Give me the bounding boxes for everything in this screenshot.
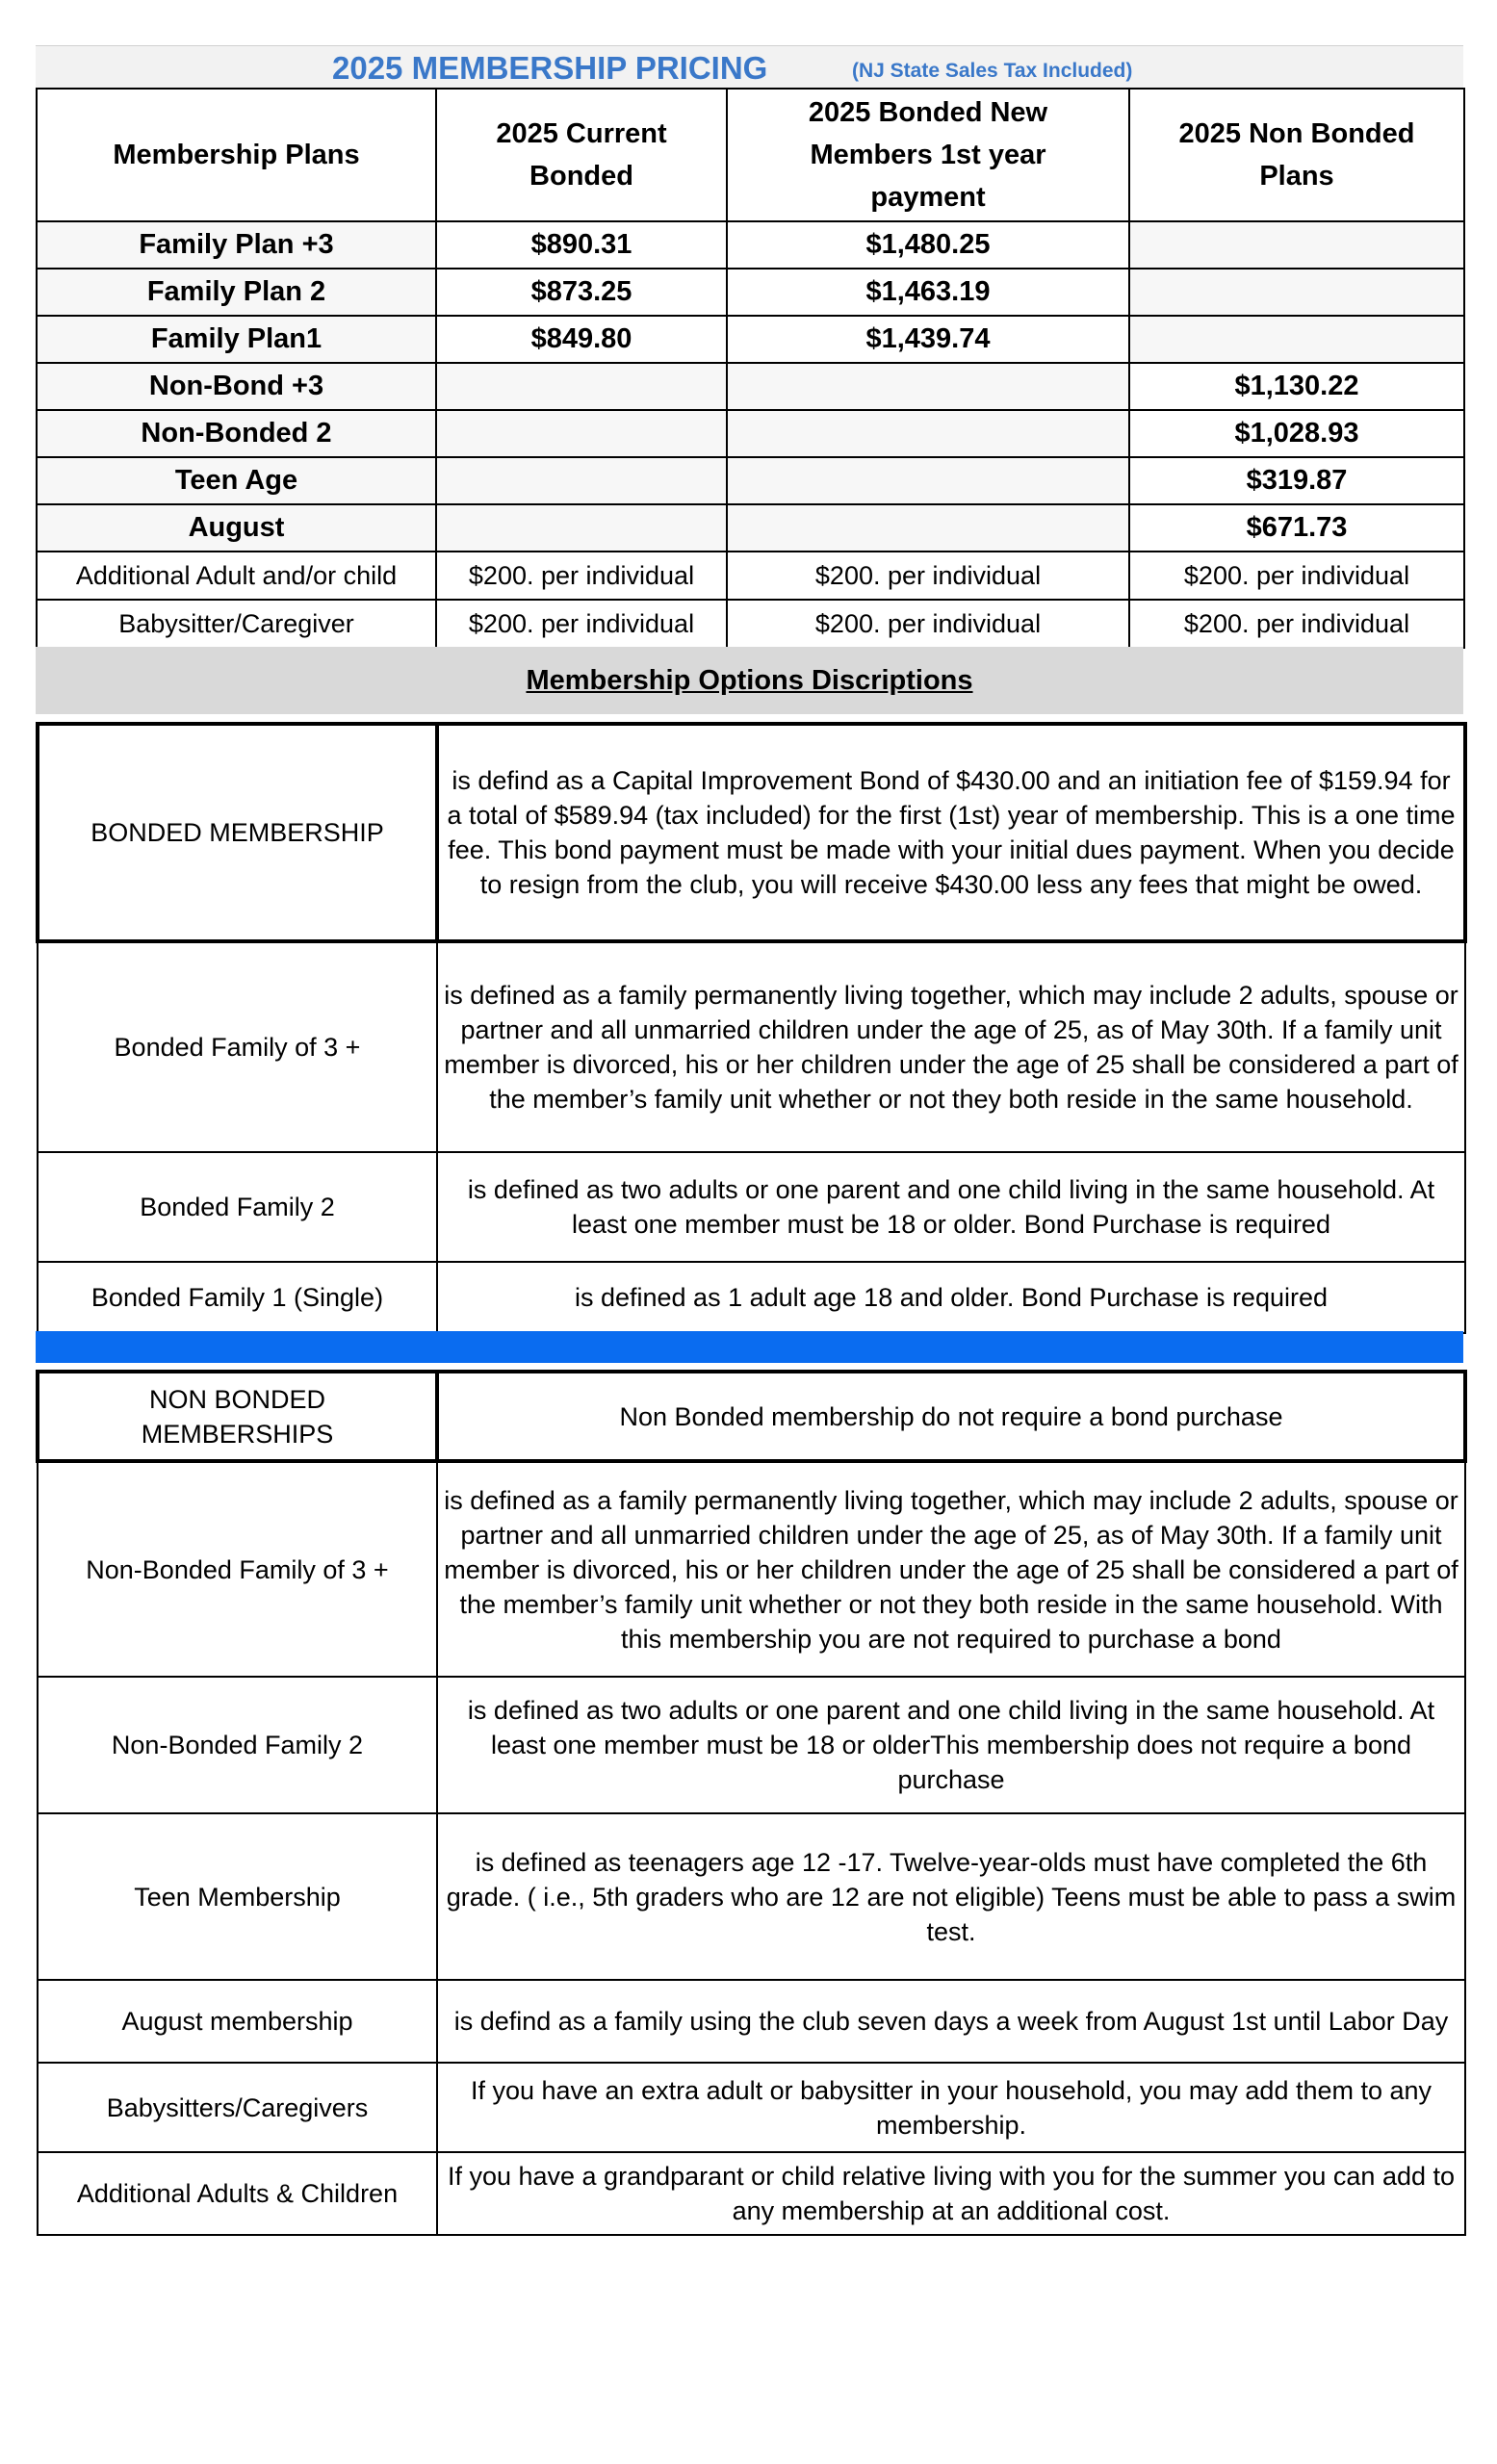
option-row	[38, 1152, 1465, 1262]
not-applicable-cell	[727, 457, 1129, 504]
price-non-bonded: $200. per individual	[1129, 552, 1464, 600]
title-bar	[36, 45, 1463, 89]
option-description: is defined as two adults or one parent and one child living in the same household. At least one member must be 18 or olderThis membership does not require a bond purchase	[437, 1677, 1465, 1813]
option-label: Additional Adults & Children	[38, 2152, 437, 2235]
table-row	[37, 221, 1464, 269]
price-current-bonded: $200. per individual	[436, 600, 727, 648]
non-bonded-options-table	[36, 1370, 1467, 2236]
option-label: Babysitters/Caregivers	[38, 2063, 437, 2152]
not-applicable-cell	[727, 410, 1129, 457]
plan-name: August	[37, 504, 436, 552]
column-header-plans: Membership Plans	[37, 89, 436, 221]
pricing-header-row	[37, 89, 1464, 221]
option-description: is defind as a family using the club seven days a week from August 1st until Labor Day	[437, 1980, 1465, 2063]
option-label-text: NON BONDED MEMBERSHIPS	[141, 1384, 334, 1449]
plan-name: Non-Bonded 2	[37, 410, 436, 457]
price-non-bonded: $1,130.22	[1129, 363, 1464, 410]
option-label: Bonded Family 1 (Single)	[38, 1262, 437, 1333]
price-bonded-new: $200. per individual	[727, 600, 1129, 648]
option-row	[38, 1677, 1465, 1813]
option-row	[38, 1262, 1465, 1333]
price-bonded-new: $1,480.25	[727, 221, 1129, 269]
column-header-current-bonded-text: 2025 Current Bonded	[496, 118, 667, 192]
option-row	[38, 2152, 1465, 2235]
not-applicable-cell	[1129, 316, 1464, 363]
option-row	[38, 2063, 1465, 2152]
table-row	[37, 504, 1464, 552]
option-label	[38, 1372, 437, 1461]
page-title: 2025 MEMBERSHIP PRICING	[332, 50, 768, 86]
option-label: Non-Bonded Family 2	[38, 1677, 437, 1813]
price-bonded-new: $200. per individual	[727, 552, 1129, 600]
plan-name: Babysitter/Caregiver	[37, 600, 436, 648]
option-description: is defined as 1 adult age 18 and older. Bond Purchase is required	[437, 1262, 1465, 1333]
not-applicable-cell	[727, 504, 1129, 552]
option-row	[38, 1813, 1465, 1980]
not-applicable-cell	[436, 457, 727, 504]
option-description: If you have an extra adult or babysitter in your household, you may add them to any membership.	[437, 2063, 1465, 2152]
option-label: August membership	[38, 1980, 437, 2063]
option-description: is defined as two adults or one parent and one child living in the same household. At least one member must be 18 or older. Bond Purchase is required	[437, 1152, 1465, 1262]
not-applicable-cell	[727, 363, 1129, 410]
column-header-bonded-new-text: 2025 Bonded New Members 1st year payment	[808, 97, 1048, 213]
plan-name: Non-Bond +3	[37, 363, 436, 410]
option-description: is defined as teenagers age 12 -17. Twelve-year-olds must have completed the 6th grade. ( i.e., 5th graders who are 12 are not eligible) Teens must be able to pass a swim test.	[437, 1813, 1465, 1980]
table-row	[37, 600, 1464, 648]
plan-name: Family Plan1	[37, 316, 436, 363]
plan-name: Additional Adult and/or child	[37, 552, 436, 600]
price-current-bonded: $200. per individual	[436, 552, 727, 600]
option-label: Bonded Family of 3 +	[38, 941, 437, 1152]
option-row	[38, 1461, 1465, 1677]
table-row	[37, 269, 1464, 316]
plan-name: Family Plan 2	[37, 269, 436, 316]
option-label: Teen Membership	[38, 1813, 437, 1980]
pricing-table	[36, 88, 1465, 649]
option-description: If you have a grandparant or child relative living with you for the summer you can add to any membership at an additional cost.	[437, 2152, 1465, 2235]
option-row	[38, 1372, 1465, 1461]
not-applicable-cell	[1129, 221, 1464, 269]
option-label: Non-Bonded Family of 3 +	[38, 1461, 437, 1677]
price-non-bonded: $671.73	[1129, 504, 1464, 552]
price-non-bonded: $1,028.93	[1129, 410, 1464, 457]
column-header-non-bonded-text: 2025 Non Bonded Plans	[1178, 118, 1415, 192]
table-row	[37, 410, 1464, 457]
option-description: is defined as a family permanently living together, which may include 2 adults, spouse or partner and all unmarried children under the age of 25, as of May 30th. If a family unit member is divorced, his or her children under the age of 25 shall be considered a part of the member’s family unit whether or not they both reside in the same household. With this membership you are not required to purchase a bond	[437, 1461, 1465, 1677]
not-applicable-cell	[436, 363, 727, 410]
options-section-title: Membership Options Discriptions	[36, 647, 1463, 714]
option-row	[38, 941, 1465, 1152]
price-non-bonded: $319.87	[1129, 457, 1464, 504]
option-description: is defined as a family permanently living together, which may include 2 adults, spouse or partner and all unmarried children under the age of 25, as of May 30th. If a family unit member is divorced, his or her children under the age of 25 shall be considered a part of the member’s family unit whether or not they both reside in the same household.	[437, 941, 1465, 1152]
option-row	[38, 1980, 1465, 2063]
table-row	[37, 363, 1464, 410]
table-row	[37, 316, 1464, 363]
section-divider-band	[36, 1331, 1463, 1363]
price-bonded-new: $1,463.19	[727, 269, 1129, 316]
price-current-bonded: $849.80	[436, 316, 727, 363]
column-header-non-bonded	[1129, 89, 1464, 221]
plan-name: Teen Age	[37, 457, 436, 504]
table-row	[37, 552, 1464, 600]
price-current-bonded: $890.31	[436, 221, 727, 269]
plan-name: Family Plan +3	[37, 221, 436, 269]
option-row	[38, 724, 1465, 941]
not-applicable-cell	[436, 504, 727, 552]
not-applicable-cell	[436, 410, 727, 457]
bonded-options-table	[36, 722, 1467, 1334]
not-applicable-cell	[1129, 269, 1464, 316]
page-subtitle: (NJ State Sales Tax Included)	[852, 60, 1133, 82]
option-label: BONDED MEMBERSHIP	[38, 724, 437, 941]
column-header-current-bonded	[436, 89, 727, 221]
option-label: Bonded Family 2	[38, 1152, 437, 1262]
price-current-bonded: $873.25	[436, 269, 727, 316]
column-header-bonded-new	[727, 89, 1129, 221]
price-non-bonded: $200. per individual	[1129, 600, 1464, 648]
price-bonded-new: $1,439.74	[727, 316, 1129, 363]
table-row	[37, 457, 1464, 504]
option-description: is defind as a Capital Improvement Bond of $430.00 and an initiation fee of $159.94 for a total of $589.94 (tax included) for the first (1st) year of membership. This is a one time fee. This bond payment must be made with your initial dues payment. When you decide to resign from the club, you will receive $430.00 less any fees that might be owed.	[437, 724, 1465, 941]
option-description: Non Bonded membership do not require a bond purchase	[437, 1372, 1465, 1461]
